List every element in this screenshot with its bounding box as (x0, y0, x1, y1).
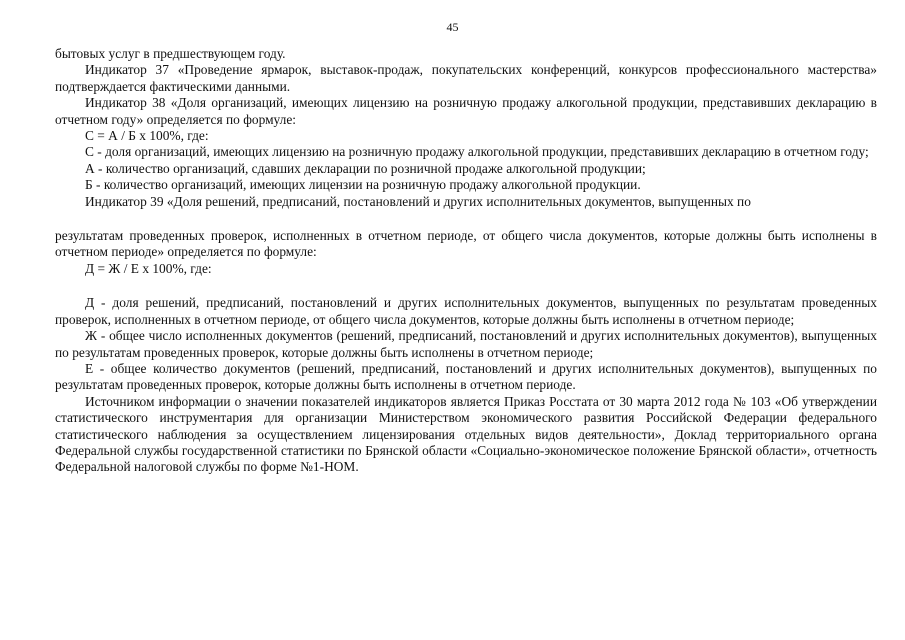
paragraph-indicator-39-start: Индикатор 39 «Доля решений, предписаний, постановлений и других исполнительных документов, выпущенных по (85, 193, 751, 209)
definition-e: Е - общее количество документов (решений, предписаний, постановлений и других исполнительных документов), выпущенных по результатам проведенных проверок, которые должны быть исполнены в отчетном периоде. (55, 360, 877, 393)
definition-c: С - доля организаций, имеющих лицензию на розничную продажу алкогольной продукции, представивших декларацию в отчетном году; (85, 144, 869, 160)
page-number: 45 (446, 20, 459, 34)
definition-zh: Ж - общее число исполненных документов (решений, предписаний, постановлений и других исполнительных документов), выпущенных по результатам проведенных проверок, которые должны быть исполнены в отчетном периоде; (55, 328, 877, 360)
formula-d: Д = Ж / Е х 100%, где: (85, 260, 212, 276)
paragraph-indicator-38: Индикатор 38 «Доля организаций, имеющих лицензию на розничную продажу алкогольной продукции, представивших декларацию в отчетном году» определяется по формуле: (55, 95, 877, 127)
paragraph-indicator-37: Индикатор 37 «Проведение ярмарок, выставок-продаж, покупательских конференций, конкурсов профессионального мастерства» подтверждается фактическими данными. (55, 62, 877, 94)
definition-d: Д - доля решений, предписаний, постановлений и других исполнительных документов, выпущенных по результатам проведенных проверок, исполненных в отчетном периоде, от общего числа документов, которые должны быть исполнены в отчетном периоде; (55, 295, 877, 327)
definition-b: Б - количество организаций, имеющих лицензии на розничную продажу алкогольной продукции. (85, 177, 641, 193)
paragraph-indicator-39-end: результатам проведенных проверок, исполненных в отчетном периоде, от общего числа документов, которые должны быть исполнены в отчетном периоде» определяется по формуле: (55, 228, 877, 260)
definition-a: А - количество организаций, сдавших декларации по розничной продаже алкогольной продукции; (85, 160, 646, 176)
formula-c: С = А / Б х 100%, где: (85, 128, 209, 144)
document-body (55, 46, 877, 476)
paragraph-continuation: бытовых услуг в предшествующем году. (55, 46, 286, 61)
paragraph-sources: Источником информации о значении показателей индикаторов является Приказ Росстата от 30 марта 2012 года № 103 «Об утверждении статистического инструментария для организации Министерством экономического развития Российской Федерации федерального статистического наблюдения за осуществлением лицензирования отдельных видов деятельности», Доклад территориального органа Федеральной службы государственной статистики по Брянской области «Социально-экономическое положение Брянской области», отчетность Федеральной налоговой службы по форме №1-НОМ. (55, 393, 877, 475)
